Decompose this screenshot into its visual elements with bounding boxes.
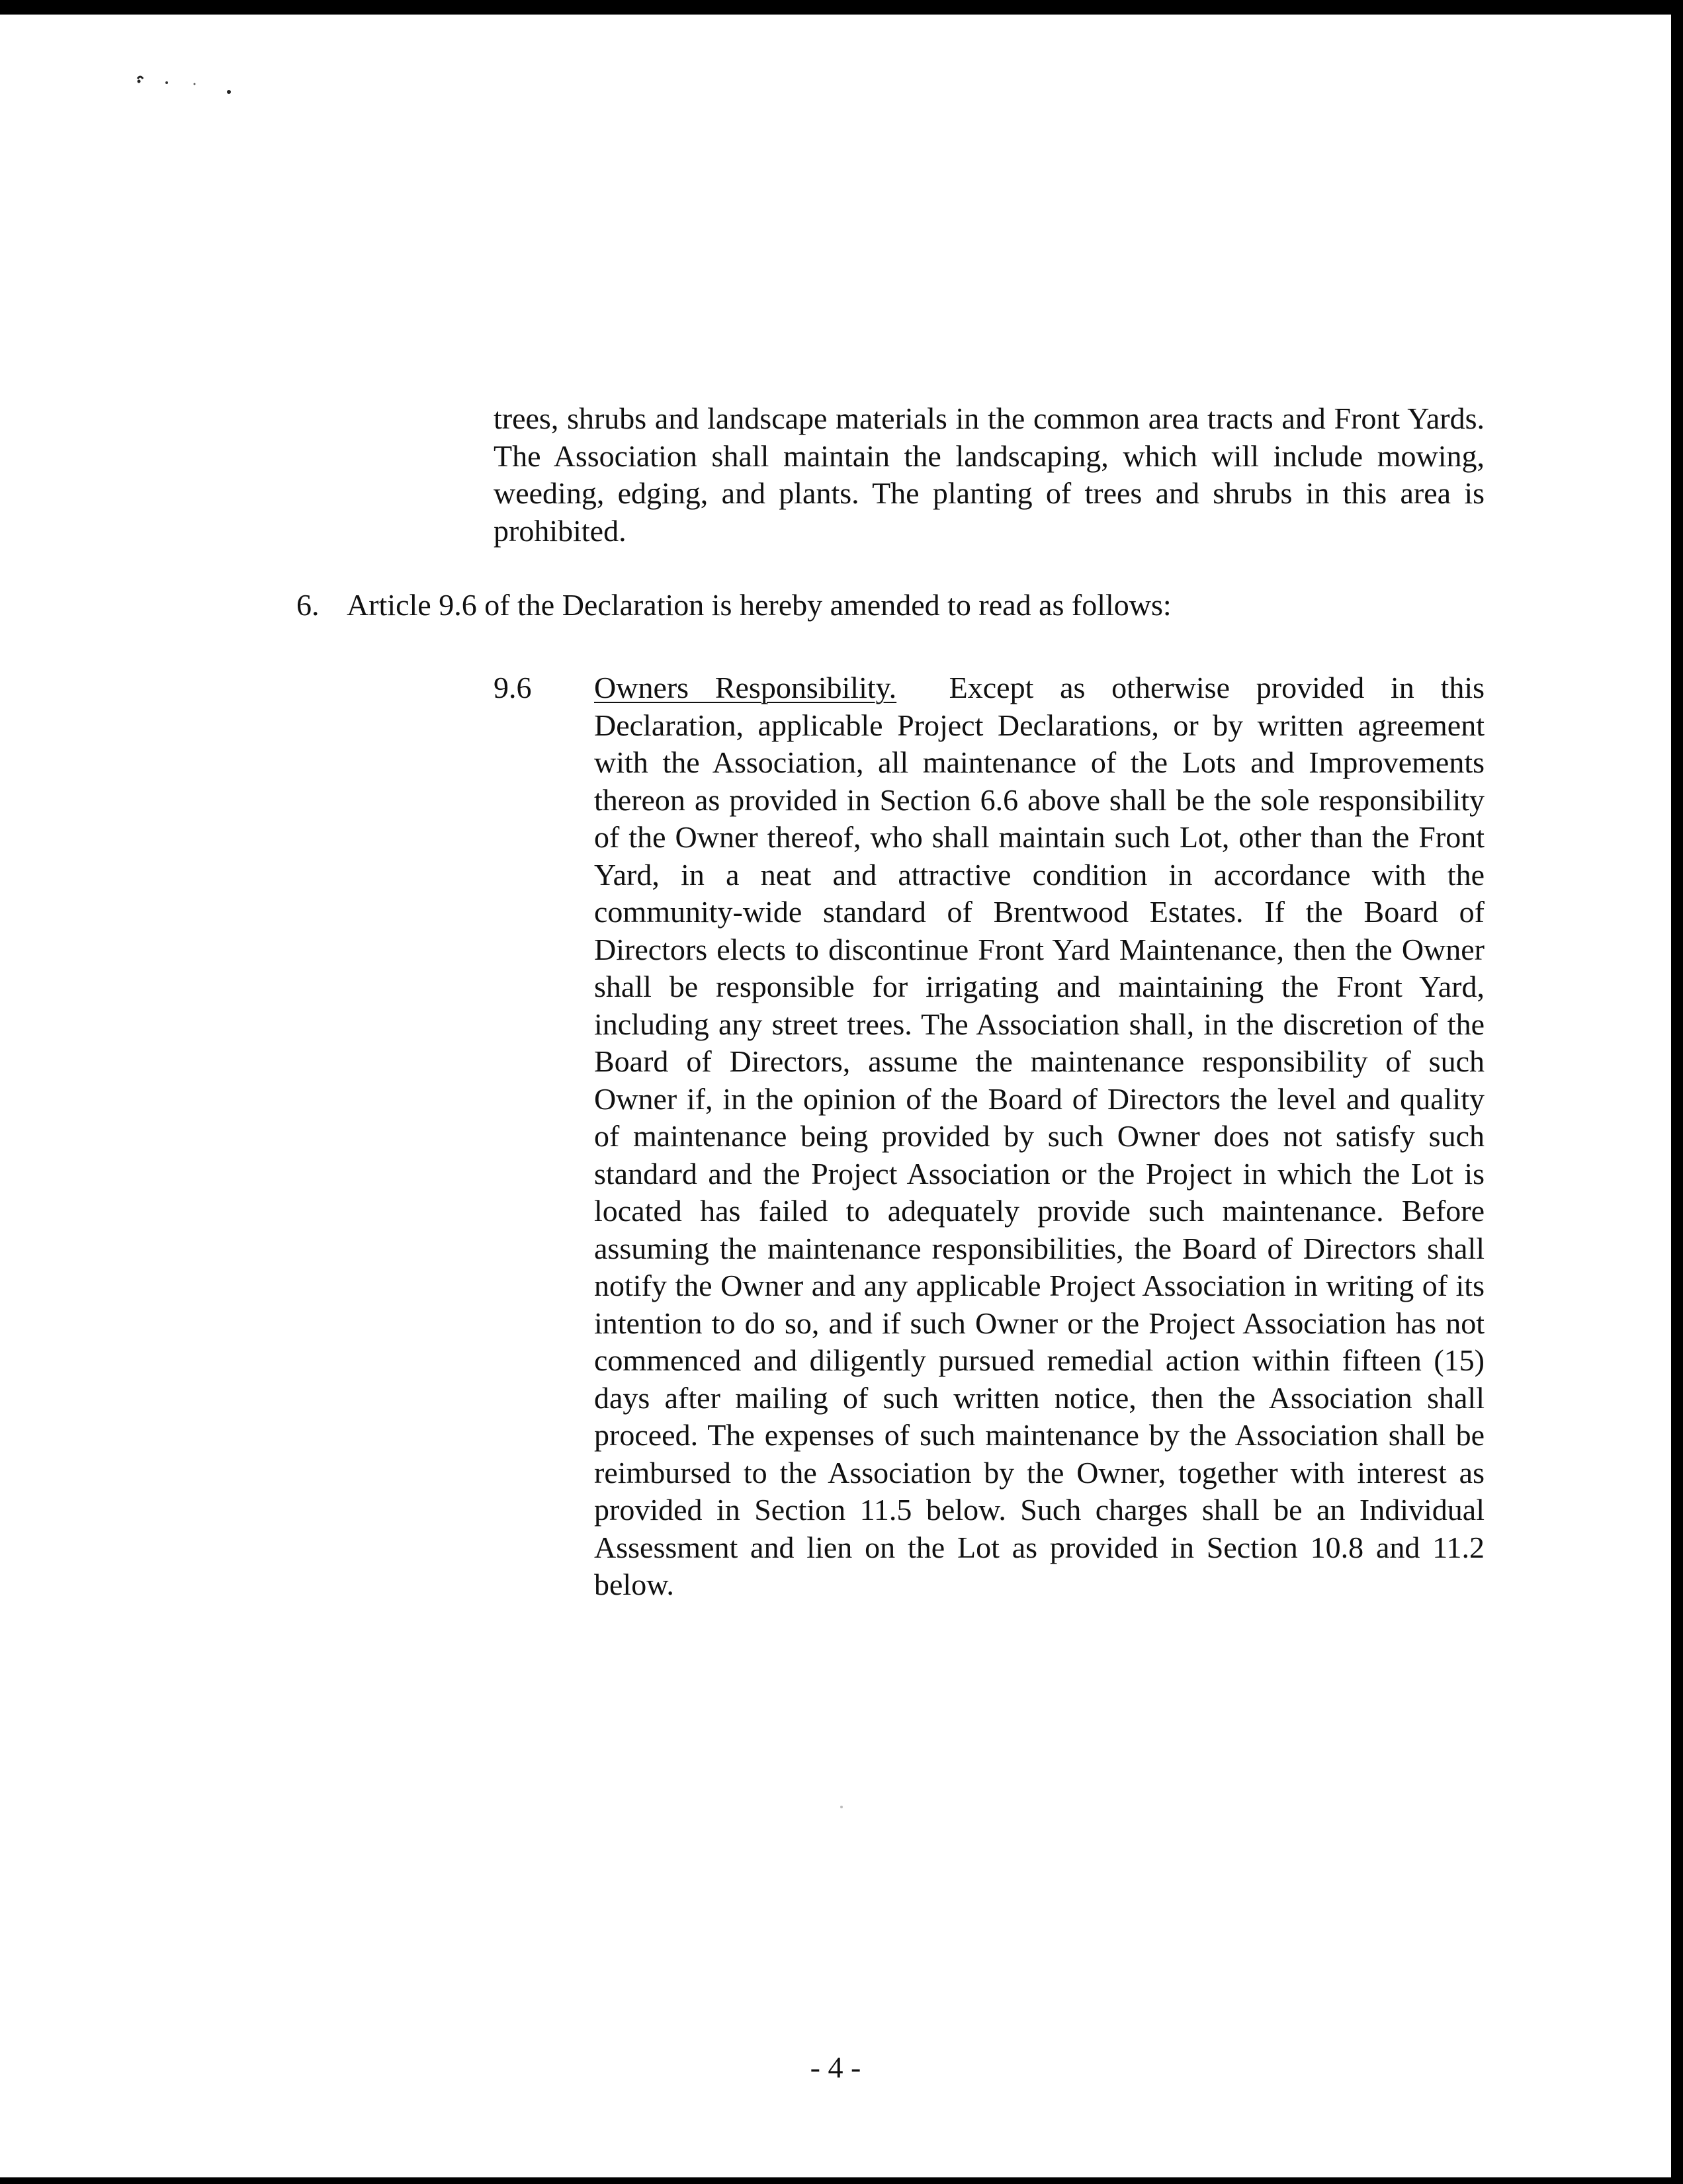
scan-dust-speck xyxy=(840,1806,843,1808)
scan-border-right xyxy=(1671,0,1683,2184)
section-number: 9.6 xyxy=(494,671,532,704)
scan-border-top xyxy=(0,0,1683,15)
scan-border-bottom xyxy=(0,2177,1683,2184)
scan-specks-icon xyxy=(132,69,238,96)
section-heading: Owners Responsibility. xyxy=(594,671,897,704)
section-body-text: Except as otherwise provided in this Declaration, applicable Project Declarations, or by written agreement with the Association, all maintenance of the Lots and Improvements thereon as provided in Section 6.6 above shall be the sole responsibility of the Owner thereof, who shall maintain such Lot, other than the Front Yard, in a neat and attractive condition in accordance with the community-wide standard of Brentwood Estates. If the Board of Directors elects to discontinue Front Yard Maintenance, then the Owner shall be responsible for irrigating and maintaining the Front Yard, including any street trees. The Association shall, in the discretion of the Board of Directors, assume the maintenance responsibility of such Owner if, in the opinion of the Board of Directors the level and quality of maintenance being provided by such Owner does not satisfy such standard and the Project Association or the Project in which the Lot is located has failed to adequately provide such maintenance. Before assuming the maintenance responsibilities, the Board of Directors shall notify the Owner and any applicable Project Association in writing of its intention to do so, and if such Owner or the Project Association has not commenced and diligently pursued remedial action within fifteen (15) days after mailing of such written notice, then the Association shall proceed. The expenses of such maintenance by the Association shall be reimbursed to the Association by the Owner, together with interest as provided in Section 11.5 below. Such charges shall be an Individual Assessment and lien on the Lot as provided in Section 10.8 and 11.2 below. xyxy=(594,671,1485,1601)
page-number: - 4 - xyxy=(810,2050,861,2084)
continuation-paragraph: trees, shrubs and landscape materials in the common area tracts and Front Yards. The Association shall maintain the landscaping, which will include mowing, weeding, edging, and plants. The planting of trees and shrubs in this area is prohibited. xyxy=(494,401,1485,548)
item-text: Article 9.6 of the Declaration is hereby amended to read as follows: xyxy=(347,588,1172,622)
section-9-6-paragraph xyxy=(594,669,1485,1604)
amendment-item-6 xyxy=(296,587,1172,624)
item-number: 6. xyxy=(296,588,320,622)
